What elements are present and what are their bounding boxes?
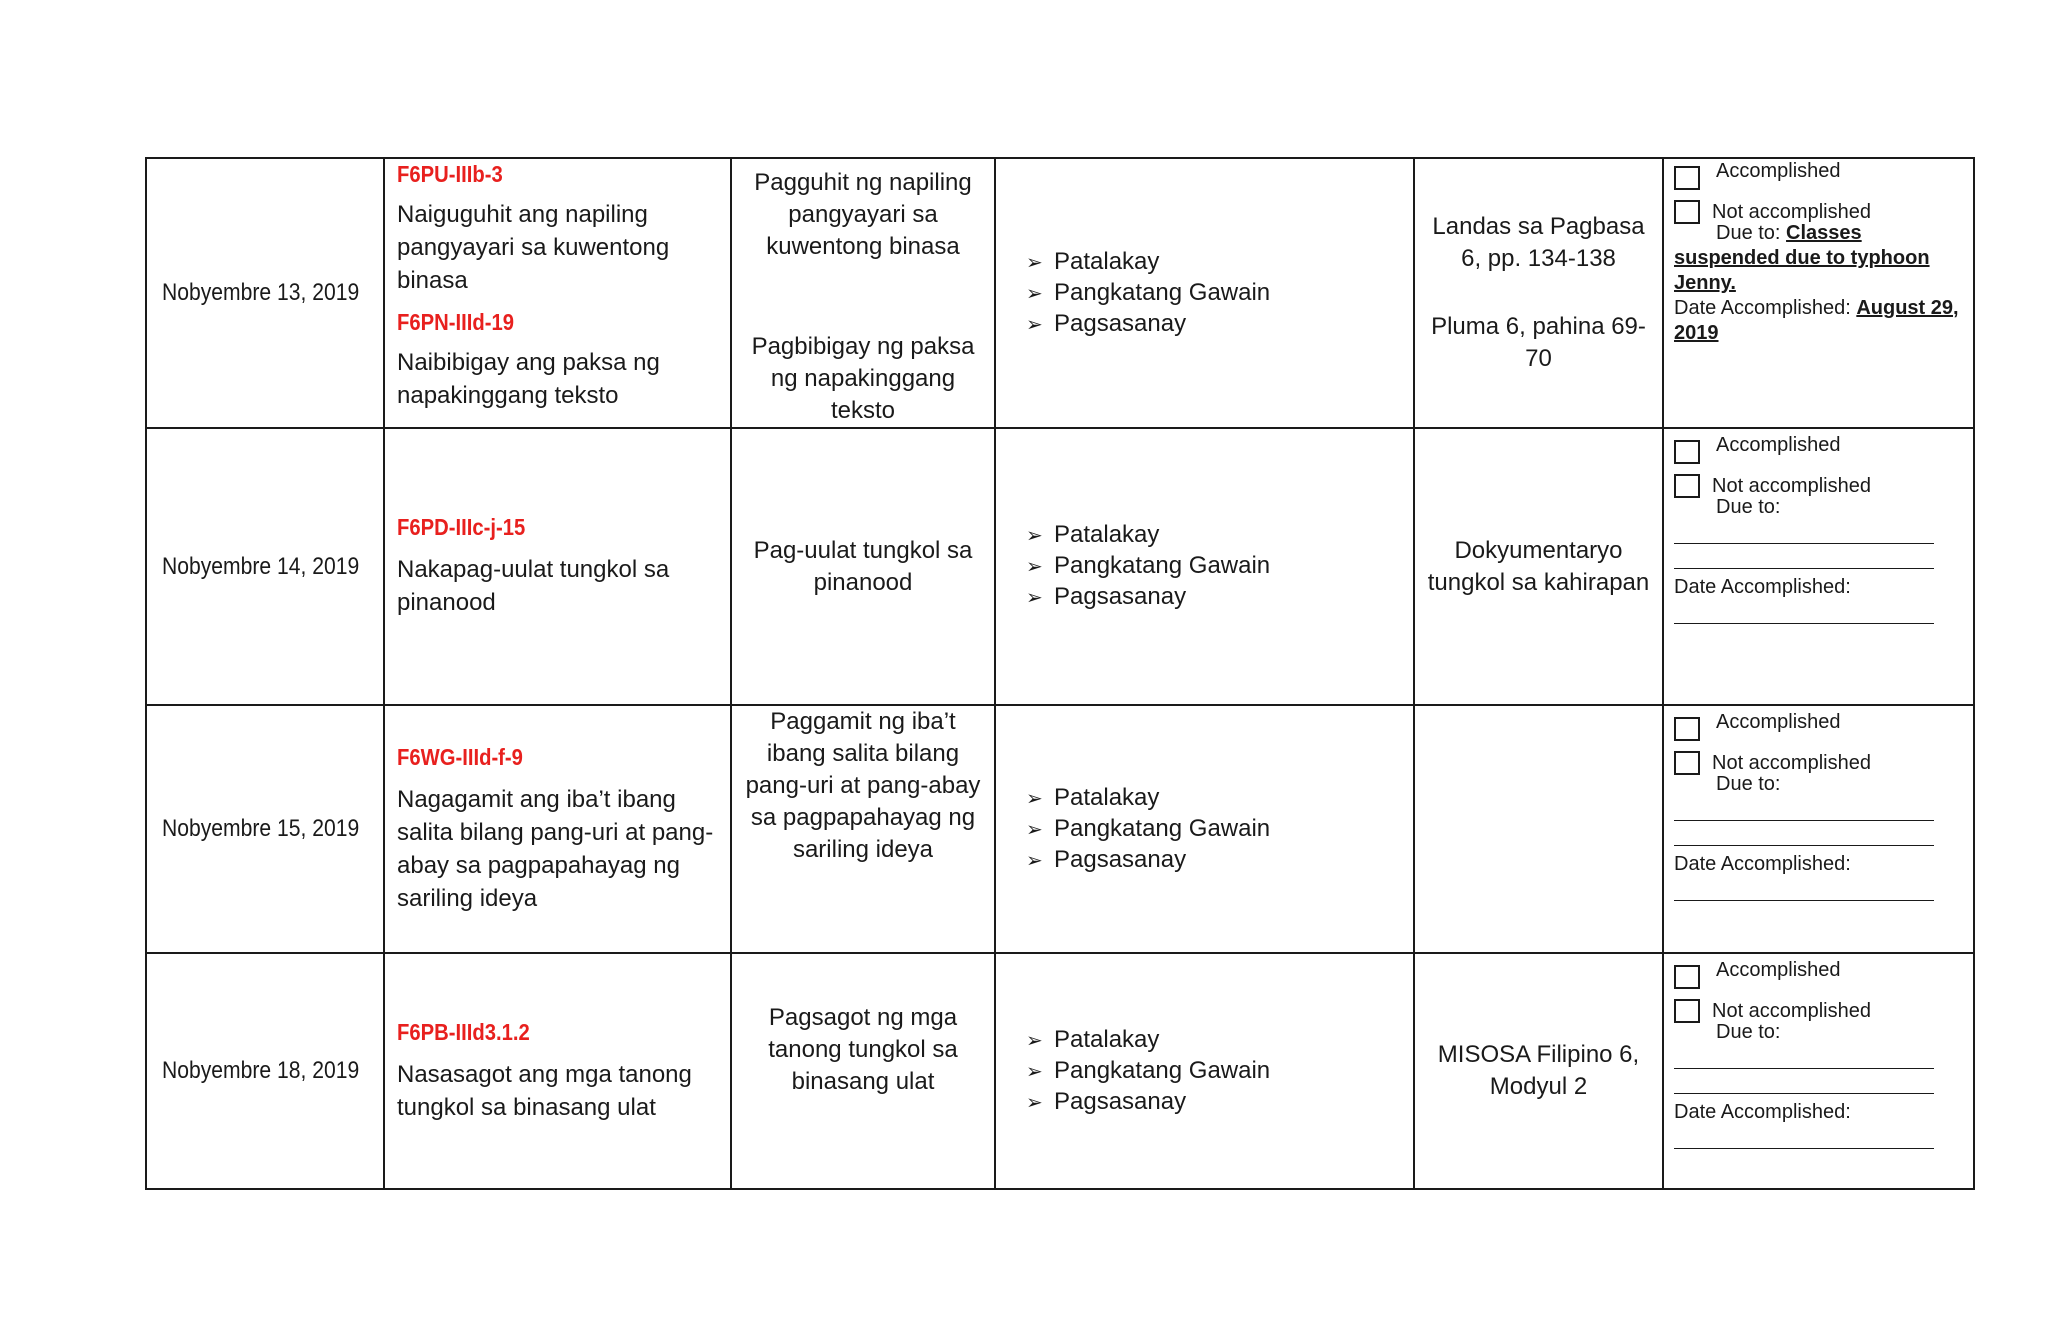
empty-checkbox-icon[interactable] bbox=[1674, 999, 1700, 1023]
topic-text: Pagguhit ng napiling pangyayari sa kuwentong binasa bbox=[754, 169, 972, 260]
due-to-label: Due to: bbox=[1716, 496, 1781, 518]
topic-text: Pag-uulat tungkol sa pinanood bbox=[753, 536, 973, 596]
blank-line[interactable] bbox=[1674, 599, 1934, 624]
arrowhead-bullet-icon: ➢ bbox=[1026, 525, 1043, 547]
arrowhead-bullet-icon: ➢ bbox=[1026, 251, 1043, 274]
table-row bbox=[146, 428, 1974, 705]
activity-label: Patalakay bbox=[1054, 783, 1160, 811]
date-accomplished-value: August 29, 2019 bbox=[1674, 297, 1959, 344]
activity-label: Patalakay bbox=[1054, 1025, 1160, 1053]
list-item bbox=[1026, 247, 1413, 278]
activity-label: Patalakay bbox=[1054, 247, 1160, 275]
activities-list bbox=[1026, 520, 1413, 613]
date-accomplished-label: Date Accomplished: bbox=[1674, 853, 1851, 875]
not-accomplished-label: Not accomplished bbox=[1712, 752, 1871, 774]
activity-label: Pangkatang Gawain bbox=[1054, 814, 1271, 842]
activity-label: Patalakay bbox=[1054, 521, 1160, 548]
arrowhead-bullet-icon: ➢ bbox=[1026, 818, 1043, 841]
competency-cell bbox=[384, 953, 731, 1189]
empty-checkbox-icon[interactable] bbox=[1674, 440, 1700, 464]
list-item bbox=[1026, 278, 1413, 309]
arrowhead-bullet-icon: ➢ bbox=[1026, 587, 1043, 609]
empty-checkbox-icon[interactable] bbox=[1674, 166, 1700, 190]
topic-text: Pagsagot ng mga tanong tungkol sa binasang ulat bbox=[768, 1004, 958, 1095]
topic-text: Pagbibigay ng paksa ng napakinggang teksto bbox=[751, 333, 975, 424]
due-to-label: Due to: bbox=[1716, 773, 1781, 795]
competency-description: Naiguguhit ang napiling pangyayari sa kuwentong binasa bbox=[397, 201, 670, 294]
activity-label: Pangkatang Gawain bbox=[1054, 278, 1271, 306]
activities-list bbox=[1026, 247, 1413, 340]
activity-label: Pangkatang Gawain bbox=[1054, 552, 1271, 579]
remarks-cell bbox=[1663, 953, 1974, 1189]
date-cell bbox=[146, 953, 384, 1189]
empty-checkbox-icon[interactable] bbox=[1674, 965, 1700, 989]
list-item bbox=[1026, 783, 1413, 814]
accomplished-label: Accomplished bbox=[1716, 160, 1841, 182]
date-cell bbox=[146, 158, 384, 428]
list-item bbox=[1026, 814, 1413, 845]
blank-line[interactable] bbox=[1674, 821, 1934, 846]
topic-text: Paggamit ng iba’t ibang salita bilang pang-uri at pang-abay sa pagpapahayag ng sariling ideya bbox=[745, 708, 981, 863]
accomplished-option[interactable] bbox=[1674, 960, 1963, 994]
date-text: Nobyembre 13, 2019 bbox=[162, 279, 360, 306]
activities-list bbox=[1026, 1025, 1413, 1118]
resource-text: MISOSA Filipino 6, Modyul 2 bbox=[1437, 1041, 1640, 1100]
activity-label: Pangkatang Gawain bbox=[1054, 1056, 1271, 1084]
date-cell bbox=[146, 428, 384, 705]
competency-code: F6PB-IIId3.1.2 bbox=[397, 1018, 530, 1045]
activities-cell bbox=[995, 428, 1414, 705]
competency-cell bbox=[384, 705, 731, 953]
accomplished-option[interactable] bbox=[1674, 161, 1963, 195]
table-row bbox=[146, 158, 1974, 428]
competency-description: Nagagamit ang iba’t ibang salita bilang pang-uri at pang-abay sa pagpapahayag ng sariling ideya bbox=[397, 785, 714, 912]
competency-code: F6PD-IIIc-j-15 bbox=[397, 514, 526, 540]
table-row bbox=[146, 953, 1974, 1189]
remarks-cell bbox=[1663, 705, 1974, 953]
date-text: Nobyembre 15, 2019 bbox=[162, 815, 360, 842]
lesson-plan-table bbox=[145, 157, 1975, 1190]
activity-label: Pagsasanay bbox=[1054, 309, 1187, 337]
list-item bbox=[1026, 551, 1413, 582]
arrowhead-bullet-icon: ➢ bbox=[1026, 1060, 1043, 1083]
date-accomplished-label: Date Accomplished: bbox=[1674, 576, 1851, 598]
table-row bbox=[146, 705, 1974, 953]
date-cell bbox=[146, 705, 384, 953]
accomplished-label: Accomplished bbox=[1716, 959, 1841, 981]
list-item bbox=[1026, 1087, 1413, 1118]
resource-text: Landas sa Pagbasa 6, pp. 134-138 bbox=[1432, 213, 1645, 272]
activity-label: Pagsasanay bbox=[1054, 845, 1187, 873]
not-accomplished-label: Not accomplished bbox=[1712, 201, 1871, 223]
accomplished-option[interactable] bbox=[1674, 712, 1963, 746]
remarks-cell bbox=[1663, 428, 1974, 705]
competency-code: F6WG-IIId-f-9 bbox=[397, 743, 523, 770]
topic-cell bbox=[731, 428, 995, 705]
date-text: Nobyembre 18, 2019 bbox=[162, 1057, 360, 1084]
resources-cell bbox=[1414, 428, 1663, 705]
blank-line[interactable] bbox=[1674, 519, 1934, 544]
list-item bbox=[1026, 1056, 1413, 1087]
competency-description: Naibibigay ang paksa ng napakinggang teksto bbox=[397, 349, 660, 409]
blank-line[interactable] bbox=[1674, 1069, 1934, 1094]
topic-cell bbox=[731, 953, 995, 1189]
competency-cell bbox=[384, 158, 731, 428]
accomplished-label: Accomplished bbox=[1716, 711, 1841, 733]
competency-cell bbox=[384, 428, 731, 705]
activities-cell bbox=[995, 953, 1414, 1189]
blank-line[interactable] bbox=[1674, 796, 1934, 821]
resources-cell bbox=[1414, 705, 1663, 953]
list-item bbox=[1026, 309, 1413, 340]
date-accomplished-label: Date Accomplished: bbox=[1674, 297, 1851, 319]
blank-line[interactable] bbox=[1674, 876, 1934, 901]
arrowhead-bullet-icon: ➢ bbox=[1026, 1029, 1043, 1052]
list-item bbox=[1026, 1025, 1413, 1056]
resource-text: Pluma 6, pahina 69-70 bbox=[1431, 313, 1646, 372]
accomplished-option[interactable] bbox=[1674, 435, 1963, 469]
topic-cell bbox=[731, 158, 995, 428]
list-item bbox=[1026, 520, 1413, 551]
due-to-value: Classes suspended due to typhoon Jenny. bbox=[1674, 222, 1930, 294]
competency-description: Nasasagot ang mga tanong tungkol sa binasang ulat bbox=[397, 1060, 692, 1121]
activities-cell bbox=[995, 158, 1414, 428]
topic-cell bbox=[731, 705, 995, 953]
arrowhead-bullet-icon: ➢ bbox=[1026, 282, 1043, 305]
blank-line[interactable] bbox=[1674, 1044, 1934, 1069]
arrowhead-bullet-icon: ➢ bbox=[1026, 787, 1043, 810]
resource-text: Dokyumentaryo tungkol sa kahirapan bbox=[1427, 536, 1650, 596]
date-accomplished-label: Date Accomplished: bbox=[1674, 1101, 1851, 1123]
list-item bbox=[1026, 845, 1413, 876]
arrowhead-bullet-icon: ➢ bbox=[1026, 313, 1043, 336]
arrowhead-bullet-icon: ➢ bbox=[1026, 556, 1043, 578]
due-to-label: Due to: bbox=[1716, 1021, 1781, 1043]
not-accomplished-label: Not accomplished bbox=[1712, 475, 1871, 497]
empty-checkbox-icon[interactable] bbox=[1674, 717, 1700, 741]
arrowhead-bullet-icon: ➢ bbox=[1026, 849, 1043, 872]
activity-label: Pagsasanay bbox=[1054, 583, 1187, 610]
empty-checkbox-icon[interactable] bbox=[1674, 474, 1700, 498]
not-accomplished-label: Not accomplished bbox=[1712, 1000, 1871, 1022]
list-item bbox=[1026, 582, 1413, 613]
due-to-label: Due to: bbox=[1716, 222, 1781, 244]
remarks-cell bbox=[1663, 158, 1974, 428]
empty-checkbox-icon[interactable] bbox=[1674, 751, 1700, 775]
accomplished-label: Accomplished bbox=[1716, 434, 1841, 456]
competency-code: F6PN-IIId-19 bbox=[397, 309, 514, 335]
arrowhead-bullet-icon: ➢ bbox=[1026, 1091, 1043, 1114]
blank-line[interactable] bbox=[1674, 544, 1934, 569]
date-text: Nobyembre 14, 2019 bbox=[162, 552, 360, 580]
blank-line[interactable] bbox=[1674, 1124, 1934, 1149]
resources-cell bbox=[1414, 953, 1663, 1189]
competency-code: F6PU-IIIb-3 bbox=[397, 161, 503, 187]
activities-cell bbox=[995, 705, 1414, 953]
competency-description: Nakapag-uulat tungkol sa pinanood bbox=[397, 556, 670, 616]
activity-label: Pagsasanay bbox=[1054, 1087, 1187, 1115]
activities-list bbox=[1026, 783, 1413, 876]
resources-cell bbox=[1414, 158, 1663, 428]
